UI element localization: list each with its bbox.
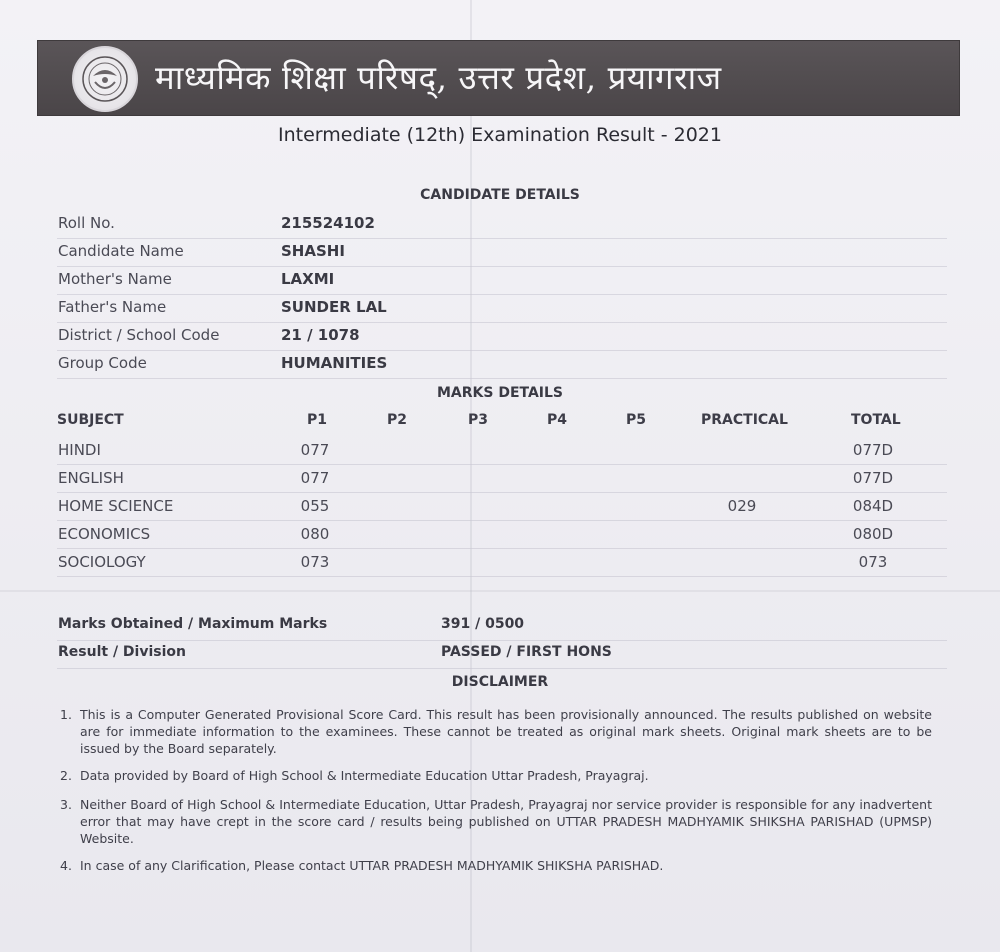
disclaimer-text: This is a Computer Generated Provisional Score Card. This result has been provisionally announced. The results published on website are for immediate information to the examinees. These cannot be treated as original mark sheets. Original mark sheets are to be issued by the Board separately. xyxy=(80,707,932,756)
table-row xyxy=(57,464,947,493)
disclaimer-text: In case of any Clarification, Please contact UTTAR PRADESH MADHYAMIK SHIKSHA PARISHAD. xyxy=(80,858,664,873)
subject-cell: HINDI xyxy=(58,441,101,459)
field-label: District / School Code xyxy=(58,326,220,344)
p1-cell: 073 xyxy=(300,553,330,571)
total-cell: 077D xyxy=(852,441,894,459)
father-name-row xyxy=(57,294,947,323)
disclaimer-title: DISCLAIMER xyxy=(451,674,549,690)
field-value: LAXMI xyxy=(281,270,335,288)
table-row xyxy=(57,492,947,521)
marks-obtained-row xyxy=(57,612,947,641)
candidate-details-title: CANDIDATE DETAILS xyxy=(420,187,580,203)
disclaimer-item xyxy=(60,796,932,847)
field-label: Mother's Name xyxy=(58,270,172,288)
disclaimer-text: Neither Board of High School & Intermediate Education, Uttar Pradesh, Prayagraj nor service provider is responsible for any inadvertent error that may have crept in the score card / results being published on UTTAR PRADESH MADHYAMIK SHIKSHA PARISHAD (UPMSP) Website. xyxy=(80,797,932,846)
district-school-code-row xyxy=(57,322,947,351)
result-division-label: Result / Division xyxy=(58,644,186,660)
roll-number-row xyxy=(57,210,947,239)
total-cell: 077D xyxy=(852,469,894,487)
total-cell: 080D xyxy=(852,525,894,543)
col-total: TOTAL xyxy=(851,412,901,428)
table-row xyxy=(57,436,947,465)
disclaimer-number: 2. xyxy=(60,768,72,783)
disclaimer-number: 1. xyxy=(60,707,72,722)
field-label: Father's Name xyxy=(58,298,167,316)
result-division-row xyxy=(57,640,947,669)
field-value: SHASHI xyxy=(281,242,345,260)
col-p2: P2 xyxy=(387,412,408,428)
paper-fold-horizontal xyxy=(0,590,1000,592)
marks-details-title: MARKS DETAILS xyxy=(436,385,564,401)
field-label: Roll No. xyxy=(58,214,115,232)
practical-cell: 029 xyxy=(727,497,757,515)
candidate-name-row xyxy=(57,238,947,267)
field-value: SUNDER LAL xyxy=(281,298,387,316)
subject-cell: HOME SCIENCE xyxy=(58,497,174,515)
col-practical: PRACTICAL xyxy=(701,412,788,428)
disclaimer-item xyxy=(60,767,932,784)
field-value: 21 / 1078 xyxy=(281,326,360,344)
mother-name-row xyxy=(57,266,947,295)
board-name-hindi: माध्यमिक शिक्षा परिषद्, उत्तर प्रदेश, प्रयागराज xyxy=(155,58,722,97)
disclaimer-item xyxy=(60,706,932,757)
col-p5: P5 xyxy=(626,412,647,428)
col-subject: SUBJECT xyxy=(57,412,124,428)
board-header-banner xyxy=(37,40,960,116)
total-cell: 084D xyxy=(852,497,894,515)
field-value: 215524102 xyxy=(281,214,375,232)
disclaimer-text: Data provided by Board of High School & Intermediate Education Uttar Pradesh, Prayagraj. xyxy=(80,768,649,783)
col-p3: P3 xyxy=(468,412,489,428)
up-board-logo-icon xyxy=(72,46,138,112)
group-code-row xyxy=(57,350,947,379)
disclaimer-number: 4. xyxy=(60,858,72,873)
total-cell: 073 xyxy=(858,553,888,571)
table-row xyxy=(57,548,947,577)
field-label: Candidate Name xyxy=(58,242,184,260)
p1-cell: 055 xyxy=(300,497,330,515)
result-division-value: PASSED / FIRST HONS xyxy=(441,644,612,660)
marks-obtained-value: 391 / 0500 xyxy=(441,616,525,632)
p1-cell: 077 xyxy=(300,469,330,487)
field-label: Group Code xyxy=(58,354,147,372)
subject-cell: ECONOMICS xyxy=(58,525,151,543)
exam-title: Intermediate (12th) Examination Result - 2021 xyxy=(278,124,722,146)
marks-obtained-label: Marks Obtained / Maximum Marks xyxy=(58,616,328,632)
field-value: HUMANITIES xyxy=(281,354,388,372)
table-row xyxy=(57,520,947,549)
p1-cell: 080 xyxy=(300,525,330,543)
subject-cell: ENGLISH xyxy=(58,469,124,487)
disclaimer-item xyxy=(60,857,932,874)
p1-cell: 077 xyxy=(300,441,330,459)
col-p4: P4 xyxy=(547,412,568,428)
col-p1: P1 xyxy=(307,412,328,428)
disclaimer-number: 3. xyxy=(60,797,72,812)
subject-cell: SOCIOLOGY xyxy=(58,553,146,571)
